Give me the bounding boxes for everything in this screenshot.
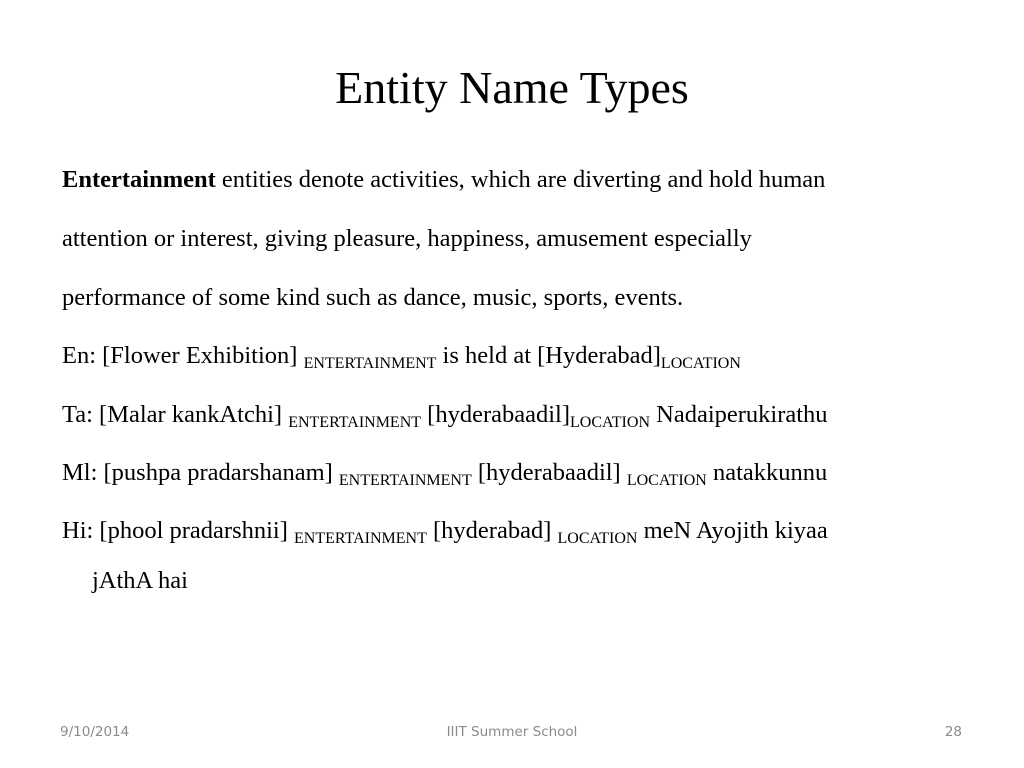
definition-term: Entertainment — [62, 166, 216, 193]
example-en-tag-entertainment: ENTERTAINMENT — [303, 355, 437, 372]
definition-text-1: entities denote activities, which are diverting and hold human — [215, 166, 826, 193]
footer-date: 9/10/2014 — [60, 724, 130, 740]
example-hi-prefix: Hi: [phool pradarshnii] — [62, 517, 288, 544]
example-ml-middle: [hyderabaadil] — [471, 459, 627, 486]
example-ml-tag-location: LOCATION — [626, 472, 707, 489]
example-ml — [62, 458, 827, 491]
example-ml-prefix: Ml: [pushpa pradarshanam] — [62, 459, 333, 486]
example-ta-suffix: Nadaiperukirathu — [650, 401, 828, 428]
slide-title: Entity Name Types — [335, 62, 689, 113]
example-hi-tag-entertainment: ENTERTAINMENT — [294, 530, 427, 547]
example-hi-middle: [hyderabad] — [426, 517, 558, 544]
page-number: 28 — [944, 724, 962, 740]
example-ta-tag-entertainment: ENTERTAINMENT — [288, 414, 422, 431]
example-en — [62, 341, 741, 374]
example-hi — [62, 516, 828, 549]
definition-line-1 — [62, 165, 825, 195]
example-ta-prefix: Ta: [Malar kankAtchi] — [62, 401, 283, 428]
example-en-tag-location: LOCATION — [660, 355, 741, 372]
example-ta-tag-location: LOCATION — [570, 414, 650, 431]
example-ml-suffix: natakkunnu — [706, 459, 828, 486]
example-hi-suffix: meN Ayojith kiyaa — [637, 517, 828, 544]
example-en-prefix: En: [Flower Exhibition] — [62, 342, 298, 369]
example-ta — [62, 400, 828, 433]
example-hi-tag-location: LOCATION — [557, 530, 638, 547]
definition-line-2: attention or interest, giving pleasure, happiness, amusement especially — [62, 225, 752, 252]
footer-title: IIIT Summer School — [446, 724, 578, 740]
example-ta-middle: [hyderabaadil] — [421, 401, 570, 428]
definition-line-3: performance of some kind such as dance, music, sports, events. — [62, 284, 684, 311]
example-en-middle: is held at [Hyderabad] — [436, 342, 661, 369]
example-ml-tag-entertainment: ENTERTAINMENT — [338, 472, 472, 489]
example-hi-continuation: jAthA hai — [92, 567, 188, 594]
